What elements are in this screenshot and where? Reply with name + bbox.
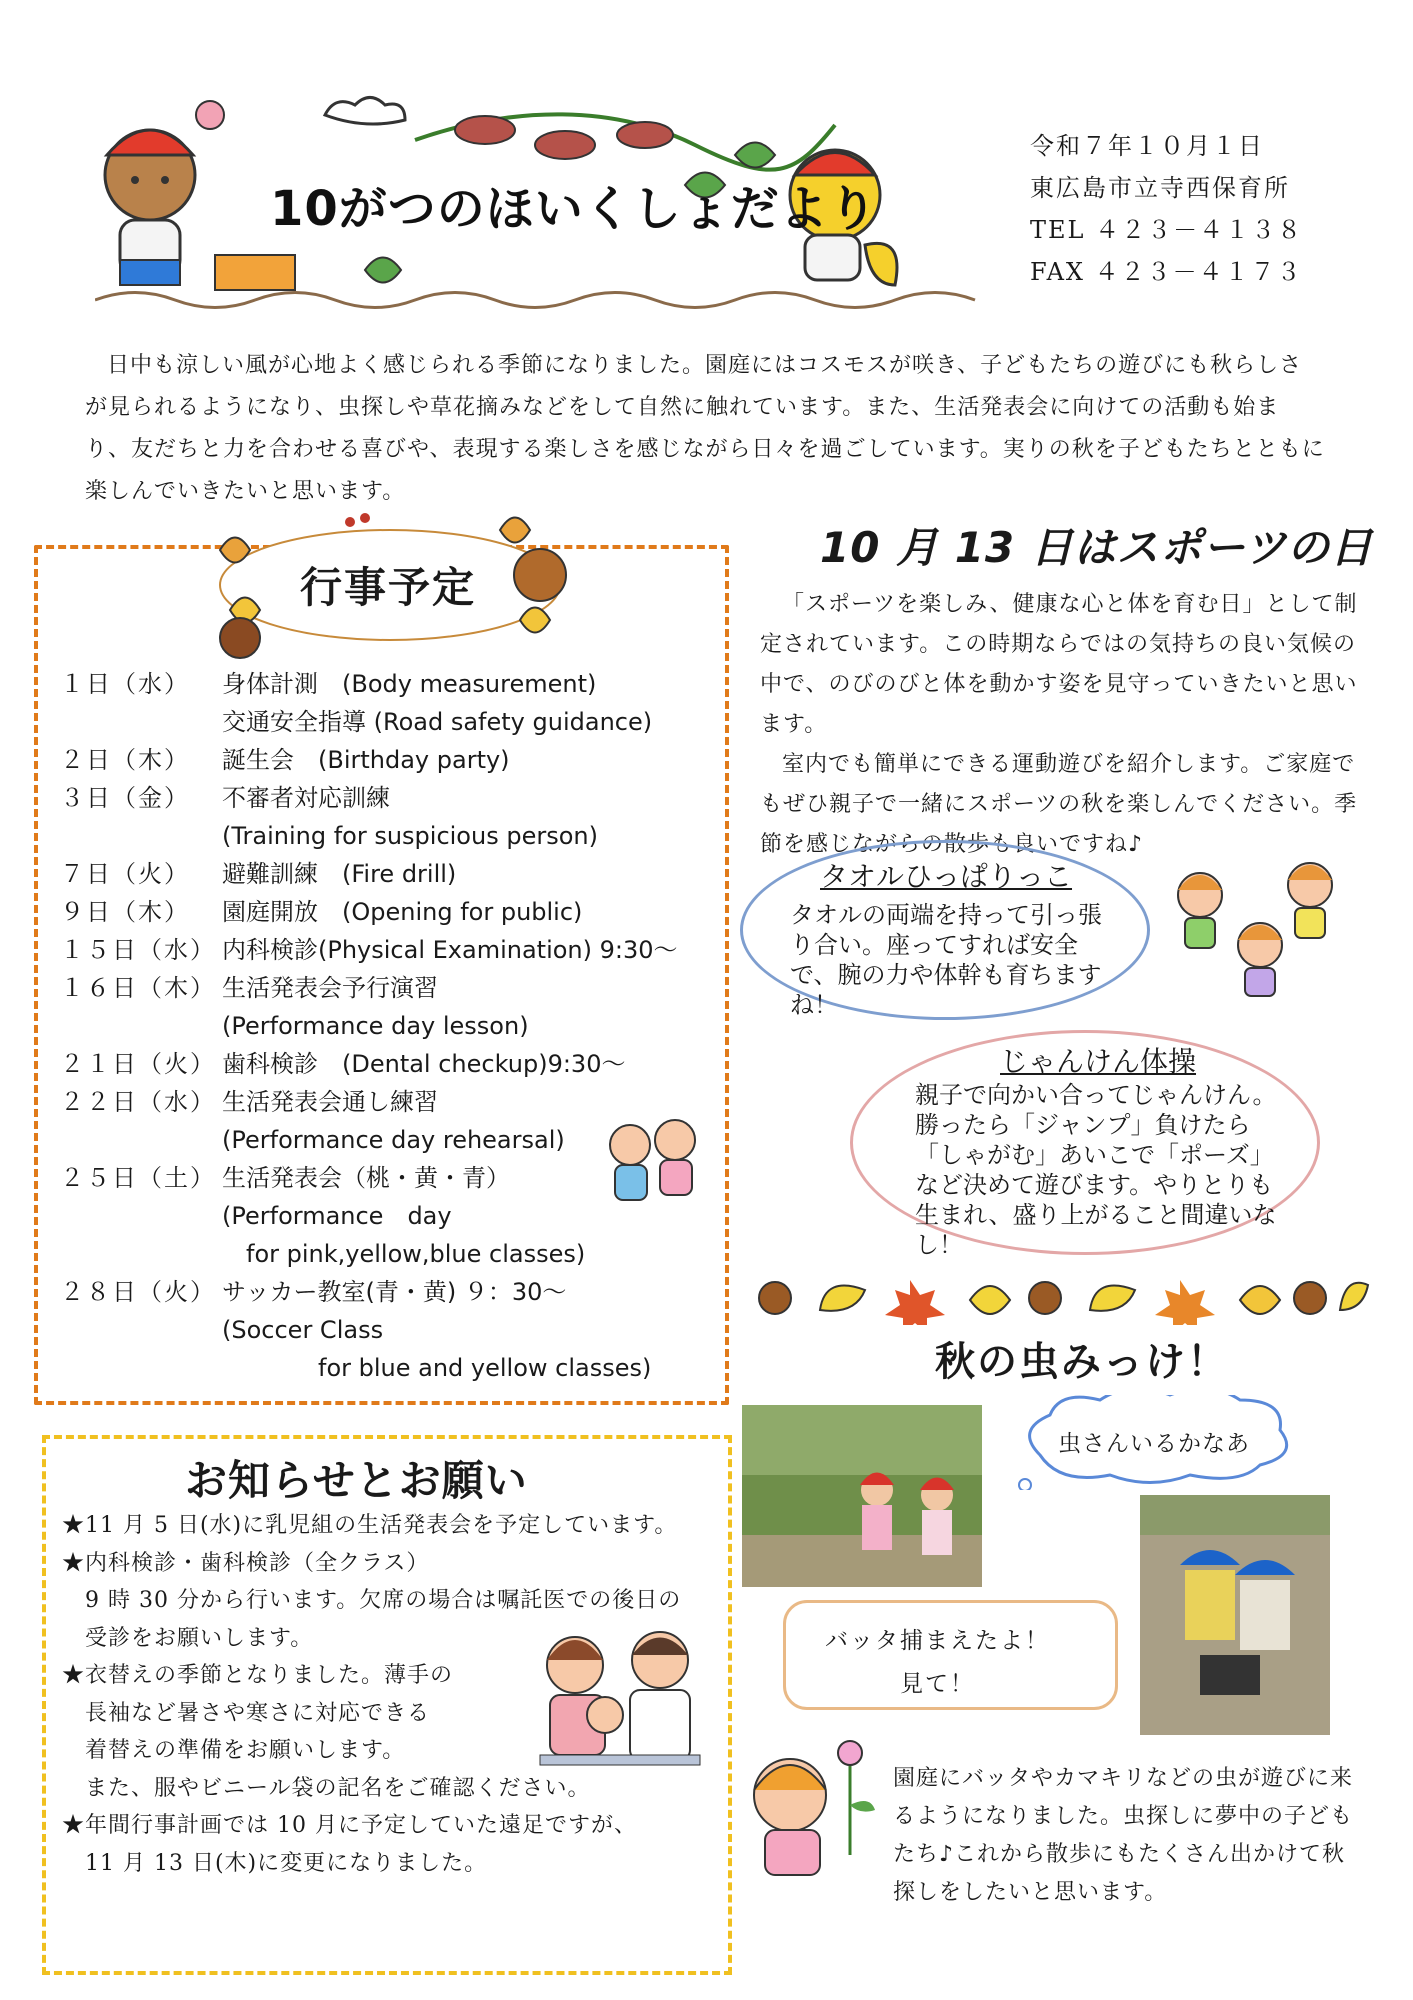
- photo-children-bug-hunting: [742, 1405, 982, 1587]
- event-date: ９日（木）: [60, 898, 190, 926]
- event-text: (Soccer Class: [222, 1316, 384, 1344]
- doctor-checkup-icon: [530, 1625, 710, 1775]
- children-dancing-icon: [590, 1110, 715, 1215]
- event-text: (Training for suspicious person): [222, 822, 598, 850]
- header-info: [1030, 125, 1303, 293]
- notice-line: ★内科検診・歯科検診（全クラス）: [62, 1550, 430, 1576]
- sports-day-title: 10 月 13 日はスポーツの日: [820, 523, 1374, 572]
- event-text: 誕生会 (Birthday party): [222, 746, 510, 774]
- event-text: 生活発表会（桃・黄・青）: [222, 1164, 510, 1192]
- notice-line: ★年間行事計画では 10 月に予定していた遠足ですが、: [62, 1813, 637, 1838]
- speech-bubble-line2: 見て！: [900, 1671, 975, 1697]
- notice-line: ★11 月 5 日(水)に乳児組の生活発表会を予定しています。: [62, 1513, 678, 1538]
- janken-game-title: じゃんけん体操: [1000, 1045, 1197, 1078]
- notice-line: 着替えの準備をお願いします。: [62, 1738, 406, 1763]
- event-date: １６日（木）: [60, 974, 216, 1002]
- notice-line: 受診をお願いします。: [62, 1625, 314, 1651]
- notice-line: ★衣替えの季節となりました。薄手の: [62, 1663, 454, 1688]
- event-date: ２２日（水）: [60, 1088, 216, 1116]
- event-text: (Performance day: [222, 1202, 452, 1230]
- fax-number: FAX ４２３－４１７３: [1030, 258, 1303, 286]
- bugs-title: 秋の虫みっけ！: [935, 1339, 1229, 1385]
- newsletter-title: 10がつのほいくしょだより: [270, 181, 878, 237]
- sports-day-body: [760, 585, 1370, 865]
- event-text: 避難訓練 (Fire drill): [222, 860, 457, 888]
- event-text: (Performance day rehearsal): [222, 1126, 565, 1154]
- sports-body-p1: 「スポーツを楽しみ、健康な心と体を育む日」として制定されています。この時期ならではの気持ちの良い気候の中で、のびのびと体を動かす姿を見守っていきたいと思います。: [760, 592, 1358, 737]
- children-running-icon: [1160, 850, 1370, 1000]
- event-date: ３日（金）: [60, 784, 190, 812]
- event-date: ２日（木）: [60, 746, 190, 774]
- event-text: for pink,yellow,blue classes): [222, 1240, 586, 1268]
- event-text: 園庭開放 (Opening for public): [222, 898, 583, 926]
- event-date: １日（水）: [60, 670, 190, 698]
- towel-game-text: タオルの両端を持って引っ張り合い。座ってすれば安全で、腕の力や体幹も育ちますね！: [790, 901, 1102, 1019]
- event-text: 生活発表会通し練習: [222, 1088, 438, 1116]
- notice-title: お知らせとお願い: [185, 1456, 528, 1505]
- intro-paragraph: 日中も涼しい風が心地よく感じられる季節になりました。園庭にはコスモスが咲き、子どもたちの遊びにも秋らしさが見られるようになり、虫探しや草花摘みなどをして自然に触れています。また、生活発表会に向けての活動も始まり、友だちと力を合わせる喜びや、表現する楽しさを感じながら日々を過ごしています。実りの秋を子どもたちとともに楽しんでいきたいと思います。: [85, 353, 1325, 504]
- towel-game-title: タオルひっぱりっこ: [820, 860, 1073, 893]
- event-date: １５日（水）: [60, 936, 216, 964]
- event-text: for blue and yellow classes): [222, 1354, 652, 1382]
- notice-line: 11 月 13 日(木)に変更になりました。: [62, 1850, 488, 1876]
- event-date: ７日（火）: [60, 860, 190, 888]
- child-with-flower-icon: [740, 1735, 890, 1885]
- sports-body-p2: 室内でも簡単にできる運動遊びを紹介します。ご家庭でもぜひ親子で一緒にスポーツの秋を楽しんでください。季節を感じながらの散歩も良いですね♪: [760, 752, 1358, 857]
- issue-date: 令和７年１０月１日: [1030, 132, 1264, 160]
- events-title: 行事予定: [300, 563, 477, 612]
- notice-line: 9 時 30 分から行います。欠席の場合は嘱託医での後日の: [62, 1588, 682, 1613]
- event-text: 内科検診(Physical Examination) 9:30～: [222, 936, 678, 964]
- tel-number: TEL ４２３－４１３８: [1030, 216, 1304, 244]
- event-date: ２１日（火）: [60, 1050, 216, 1078]
- speech-bubble-line1: バッタ捕まえたよ！: [825, 1628, 1050, 1654]
- event-text: サッカー教室(青・黄) ９：30～: [222, 1278, 567, 1306]
- bugs-body: 園庭にバッタやカマキリなどの虫が遊びに来るようになりました。虫探しに夢中の子どもたち♪これから散歩にもたくさん出かけて秋探しをしたいと思います。: [893, 1766, 1354, 1905]
- event-text: 交通安全指導 (Road safety guidance): [222, 708, 653, 736]
- event-text: (Performance day lesson): [222, 1012, 529, 1040]
- notice-line: また、服やビニール袋の記名をご確認ください。: [62, 1775, 591, 1801]
- event-text: 身体計測 (Body measurement): [222, 670, 597, 698]
- janken-game-text: 親子で向かい合ってじゃんけん。勝ったら「ジャンプ」負けたら「しゃがむ」あいこで「ポーズ」など決めて遊びます。やりとりも生まれ、盛り上がること間違いなし！: [915, 1081, 1277, 1259]
- event-date: ２５日（土）: [60, 1164, 216, 1192]
- photo-children-grasshopper: [1140, 1495, 1330, 1735]
- autumn-leaves-divider-icon: [750, 1270, 1370, 1325]
- thought-cloud-text: 虫さんいるかなあ: [1058, 1431, 1250, 1457]
- school-name: 東広島市立寺西保育所: [1030, 174, 1290, 202]
- event-date: ２８日（火）: [60, 1278, 216, 1306]
- event-text: 不審者対応訓練: [222, 784, 390, 812]
- event-text: 生活発表会予行演習: [222, 974, 438, 1002]
- notice-line: 長袖など暑さや寒さに対応できる: [62, 1700, 431, 1726]
- event-text: 歯科検診 (Dental checkup)9:30～: [222, 1050, 626, 1078]
